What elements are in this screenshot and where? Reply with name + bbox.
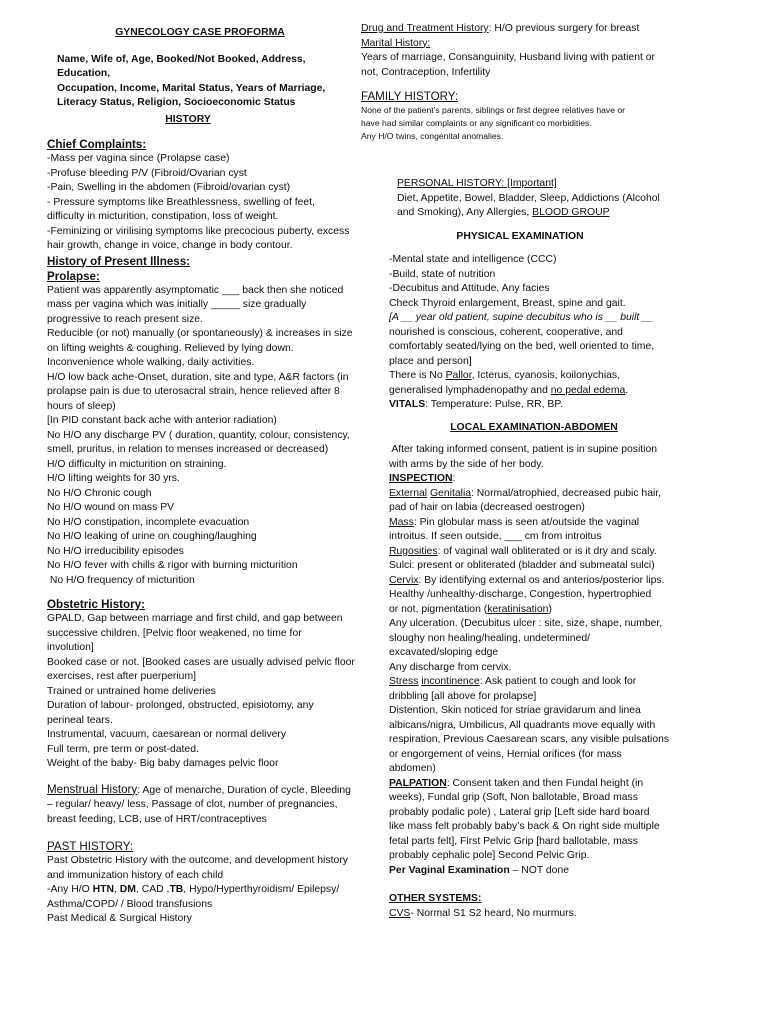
patient-details-block bbox=[57, 53, 359, 111]
text-fragment: , Hypo/Hyperthyroidism/ Epilepsy/ bbox=[183, 884, 340, 895]
other-systems-heading: OTHER SYSTEMS: bbox=[389, 893, 482, 904]
text-line: - Pressure symptoms like Breathlessness, swelling of feet, bbox=[47, 196, 315, 208]
text-line: albicans/nigra, Umbilicus, All quadrants move equally with bbox=[389, 719, 656, 731]
intro-line: Occupation, Income, Marital Status, Years of Marriage, bbox=[57, 82, 326, 94]
text-fragment: and Smoking), Any Allergies, bbox=[397, 207, 533, 218]
text-fragment: – NOT done bbox=[509, 864, 570, 876]
text-line: Past Obstetric History with the outcome, and development history bbox=[47, 855, 348, 866]
external-genitalia-line bbox=[389, 487, 679, 502]
vitals-line bbox=[389, 398, 679, 413]
text-line: -Pain, Swelling in the abdomen (Fibroid/ovarian cyst) bbox=[47, 182, 291, 193]
text-fragment: generalised lymphadenopathy and bbox=[389, 384, 551, 396]
text-line: No H/O fever with chills & rigor with burning micturition bbox=[47, 560, 298, 571]
mass-line bbox=[389, 516, 679, 531]
text-line: Any H/O twins, congenital anomalies. bbox=[361, 131, 504, 141]
drug-history-line bbox=[361, 22, 679, 37]
right-column bbox=[361, 22, 679, 921]
genitalia-label: Genitalia bbox=[430, 487, 472, 499]
text-line: place and person] bbox=[389, 355, 472, 367]
marital-history-heading: Marital History: bbox=[361, 37, 431, 49]
text-line: No H/O irreducibility episodes bbox=[47, 545, 184, 557]
text-line: prolapse pain is due to uterosacral strain, hence relieved after 8 bbox=[47, 386, 340, 397]
text-line: like mass felt probably baby’s back & On right side multiple bbox=[389, 821, 660, 832]
text-line: – regular/ heavy/ less, Passage of clot, number of pregnancies, bbox=[47, 799, 338, 810]
text-line: fetal parts felt], First Pelvic Grip [hard ballotable, mass bbox=[389, 835, 638, 847]
text-line: on lifting weights & coughing. Relieved by lying down. bbox=[47, 342, 294, 354]
text-line: Diet, Appetite, Bowel, Bladder, Sleep, Addictions (Alcohol bbox=[397, 192, 660, 204]
per-vaginal-line bbox=[389, 864, 679, 879]
pallor-line bbox=[389, 369, 679, 384]
text-line: Any ulceration. (Decubitus ulcer : site, size, shape, number, bbox=[389, 618, 663, 629]
text-line: pad of hair on labia (decreased oestrogen) bbox=[389, 502, 585, 513]
family-history-heading: FAMILY HISTORY: bbox=[361, 90, 459, 103]
text-fragment: : Ask patient to cough and look for bbox=[479, 676, 637, 687]
personal-history-heading: PERSONAL HISTORY: [Important] bbox=[397, 178, 557, 189]
inspection-heading: INSPECTION bbox=[389, 473, 453, 484]
text-line: [A __ year old patient, supine decubitus who is __ built __ bbox=[389, 312, 654, 323]
cvs-label: CVS bbox=[389, 907, 411, 919]
menstrual-history-text: : Age of menarche, Duration of cycle, Bleeding bbox=[137, 784, 351, 796]
text-line: -Mass per vagina since (Prolapse case) bbox=[47, 153, 230, 164]
text-line: Full term, pre term or post-dated. bbox=[47, 743, 199, 755]
text-line: difficulty in micturition, constipation, loss of weight. bbox=[47, 211, 279, 222]
intro-line: Literacy Status, Religion, Socioeconomic Status bbox=[57, 97, 296, 108]
vitals-text: : Temperature: Pulse, RR, BP. bbox=[425, 399, 563, 410]
text-fragment: , Icterus, cyanosis, koilonychias, bbox=[471, 370, 621, 381]
text-fragment: -Any H/O bbox=[47, 884, 93, 895]
stress-incontinence-line bbox=[389, 675, 679, 690]
text-fragment: - Normal S1 S2 heard, No murmurs. bbox=[410, 907, 577, 919]
text-line: [In PID constant back ache with anterior radiation) bbox=[47, 415, 277, 426]
cervix-label: Cervix bbox=[389, 574, 419, 586]
text-fragment: : Pin globular mass is seen at/outside the vaginal bbox=[413, 516, 640, 528]
physical-examination-block bbox=[389, 253, 679, 921]
stress-label: Stress bbox=[389, 676, 419, 687]
text-line: Distention, Skin noticed for striae gravidarum and linea bbox=[389, 705, 641, 716]
lymph-line bbox=[389, 384, 679, 399]
text-line: None of the patient’s parents, siblings or first degree relatives have or bbox=[361, 105, 626, 115]
text-line: probably podalic pole) , Lateral grip [Left side hard board bbox=[389, 806, 650, 818]
text-line: Inconvenience whole walking, daily activities. bbox=[47, 357, 255, 368]
text-line: exercises, rest after puerperium] bbox=[47, 671, 196, 682]
blood-group-label: BLOOD GROUP bbox=[532, 207, 610, 218]
text-line: H/O low back ache-Onset, duration, site and type, A&R factors (in bbox=[47, 371, 349, 383]
intro-line: Name, Wife of, Age, Booked/Not Booked, Address, Education, bbox=[57, 53, 306, 79]
dm-label: DM bbox=[119, 884, 136, 895]
document-title: GYNECOLOGY CASE PROFORMA bbox=[115, 27, 285, 38]
text-fragment: ) bbox=[548, 603, 552, 615]
text-line: or engorgement of veins, Hernial orifices (for mass bbox=[389, 748, 622, 760]
chief-complaints-heading: Chief Complaints: bbox=[47, 138, 147, 151]
text-line: Asthma/COPD/ / Blood transfusions bbox=[47, 898, 213, 910]
vitals-label: VITALS bbox=[389, 399, 426, 410]
past-history-heading: PAST HISTORY: bbox=[47, 840, 134, 853]
text-line: Years of marriage, Consanguinity, Husband living with patient or bbox=[361, 52, 655, 63]
text-line: nourished is conscious, coherent, cooperative, and bbox=[389, 326, 623, 338]
text-line: No H/O Chronic cough bbox=[47, 487, 152, 499]
text-line: Instrumental, vacuum, caesarean or normal delivery bbox=[47, 729, 287, 740]
drug-history-text: : H/O previous surgery for breast bbox=[488, 23, 640, 34]
text-line: No H/O wound on mass PV bbox=[47, 502, 175, 513]
physical-examination-heading: PHYSICAL EXAMINATION bbox=[456, 230, 584, 242]
personal-line bbox=[397, 206, 679, 221]
text-line: -Build, state of nutrition bbox=[389, 268, 496, 280]
text-line: weeks), Fundal grip (Soft, Non ballotable, Broad mass bbox=[389, 792, 638, 803]
text-line: Weight of the baby- Big baby damages pelvic floor bbox=[47, 758, 279, 769]
text-line: perineal tears. bbox=[47, 714, 113, 726]
text-line: probably cephalic pole] Second Pelvic Grip. bbox=[389, 850, 590, 861]
pallor-label: Pallor bbox=[445, 370, 472, 381]
text-fragment: There is No bbox=[389, 370, 446, 381]
text-line: comfortably seated/lying on the bed, well oriented to time, bbox=[389, 341, 655, 352]
local-examination-heading: LOCAL EXAMINATION-ABDOMEN bbox=[450, 421, 618, 433]
text-line: mass per vagina which was initially _____ size gradually bbox=[47, 299, 307, 310]
text-line: H/O difficulty in micturition on straining. bbox=[47, 458, 227, 470]
family-history-list bbox=[361, 104, 679, 143]
text-line: hair growth, change in voice, change in body contour. bbox=[47, 240, 293, 251]
text-line: -Feminizing or virilising symptoms like precocious puberty, excess bbox=[47, 225, 350, 237]
text-line: not, Contraception, Infertility bbox=[361, 66, 491, 78]
external-label: External bbox=[389, 487, 428, 499]
text-line: smell, pruritus, in relation to menses increased or decreased) bbox=[47, 444, 329, 455]
text-fragment: . bbox=[625, 384, 629, 396]
text-fragment: or not, pigmentation ( bbox=[389, 603, 488, 615]
menstrual-history-line bbox=[47, 782, 359, 799]
palpation-heading: PALPATION bbox=[389, 777, 447, 789]
text-fragment: : bbox=[452, 473, 456, 484]
text-line: progressive to reach present size. bbox=[47, 313, 203, 325]
text-line: Past Medical & Surgical History bbox=[47, 913, 192, 924]
rugosities-label: Rugosities bbox=[389, 545, 438, 557]
text-line: No H/O constipation, incomplete evacuation bbox=[47, 516, 250, 528]
text-fragment: , CAD , bbox=[135, 884, 170, 895]
cervix-line bbox=[389, 574, 679, 589]
prolapse-list bbox=[47, 284, 359, 589]
text-line: Patient was apparently asymptomatic ___ back then she noticed bbox=[47, 284, 344, 296]
past-any-line bbox=[47, 883, 359, 898]
text-fragment: : of vaginal wall obliterated or is it dry and scaly. bbox=[437, 545, 657, 557]
incontinence-label: incontinence bbox=[421, 676, 480, 687]
text-fragment: : Consent taken and then Fundal height (in bbox=[446, 777, 644, 789]
text-fragment: : Normal/atrophied, decreased pubic hair, bbox=[471, 487, 662, 499]
text-line: Healthy /unhealthy-discharge, Congestion, hypertrophied bbox=[389, 589, 652, 600]
text-line: -Mental state and intelligence (CCC) bbox=[389, 254, 557, 265]
drug-history-heading: Drug and Treatment History bbox=[361, 23, 489, 34]
prolapse-heading: Prolapse: bbox=[47, 269, 100, 283]
text-line: No H/O any discharge PV ( duration, quantity, colour, consistency, bbox=[47, 429, 350, 441]
text-line: Duration of labour- prolonged, obstructed, episiotomy, any bbox=[47, 700, 314, 711]
text-line: sloughy non healing/healing, undetermined/ bbox=[389, 632, 591, 644]
per-vaginal-label: Per Vaginal Examination bbox=[389, 864, 510, 876]
rugosities-line bbox=[389, 545, 679, 560]
history-heading: HISTORY bbox=[165, 113, 211, 125]
text-line: and immunization history of each child bbox=[47, 869, 224, 881]
keratinisation-line bbox=[389, 603, 679, 618]
keratinisation-label: keratinisation bbox=[487, 603, 549, 615]
present-illness-heading: History of Present Illness: bbox=[47, 254, 191, 268]
tb-label: TB bbox=[169, 884, 184, 895]
text-line: Reducible (or not) manually (or spontaneously) & increases in size bbox=[47, 328, 353, 339]
text-line: with arms by the side of her body. bbox=[389, 458, 544, 470]
menstrual-history-heading: Menstrual History bbox=[47, 782, 138, 796]
text-line: No H/O leaking of urine on coughing/laughing bbox=[47, 531, 257, 542]
palpation-line bbox=[389, 777, 679, 792]
mass-label: Mass bbox=[389, 516, 414, 528]
text-line: No H/O frequency of micturition bbox=[47, 574, 195, 586]
text-line: dribbling [all above for prolapse] bbox=[389, 690, 537, 702]
chief-complaints-list bbox=[47, 152, 359, 254]
text-line: breast feeding, LCB, use of HRT/contraceptives bbox=[47, 813, 267, 825]
text-fragment: , bbox=[113, 884, 120, 895]
left-column bbox=[47, 22, 359, 927]
htn-label: HTN bbox=[92, 884, 114, 895]
text-line: hours of sleep) bbox=[47, 400, 116, 412]
text-line: excavated/sloping edge bbox=[389, 647, 499, 658]
pedal-edema-label: no pedal edema bbox=[550, 384, 626, 396]
text-line: GPALD, Gap between marriage and first child, and gap between bbox=[47, 613, 343, 624]
text-line: Trained or untrained home deliveries bbox=[47, 685, 216, 697]
cvs-line bbox=[389, 907, 679, 922]
text-line: Any discharge from cervix. bbox=[389, 661, 512, 673]
inspection-line bbox=[389, 472, 679, 487]
text-line: -Decubitus and Attitude, Any facies bbox=[389, 283, 550, 294]
text-line: introitus. If seen outside, ___ cm from introitus bbox=[389, 531, 602, 542]
text-line: successive children. [Pelvic floor weakened, no time for bbox=[47, 627, 302, 639]
obstetric-history-heading: Obstetric History: bbox=[47, 598, 145, 611]
personal-history-block bbox=[397, 177, 679, 221]
text-line: respiration, Previous Caesarean scars, any visible pulsations bbox=[389, 734, 670, 745]
text-line: have had similar complaints or any significant co morbidities. bbox=[361, 118, 592, 128]
text-line: Sulci: present or obliterated (bladder and submeatal sulci) bbox=[389, 560, 655, 571]
text-line: After taking informed consent, patient is in supine position bbox=[389, 444, 658, 455]
text-line: Check Thyroid enlargement, Breast, spine and gait. bbox=[389, 297, 626, 309]
text-line: Booked case or not. [Booked cases are usually advised pelvic floor bbox=[47, 656, 355, 668]
text-fragment: : By identifying external os and anterios/posterior lips. bbox=[418, 574, 665, 586]
text-line: H/O lifting weights for 30 yrs. bbox=[47, 473, 180, 484]
text-line: involution] bbox=[47, 642, 94, 653]
obstetric-list bbox=[47, 612, 359, 772]
text-line: abdomen) bbox=[389, 763, 436, 774]
text-line: -Profuse bleeding P/V (Fibroid/Ovarian cyst bbox=[47, 167, 247, 179]
